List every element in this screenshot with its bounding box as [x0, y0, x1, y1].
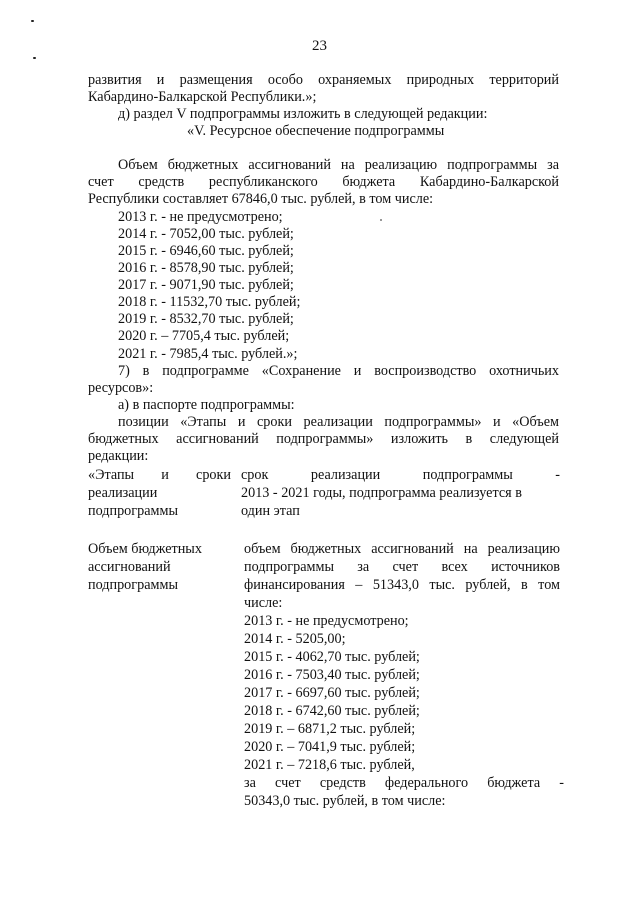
passport-year-item: 2017 г. - 6697,60 тыс. рублей; [244, 685, 420, 701]
text-line: развития и размещения особо охраняемых природных территорий [88, 72, 559, 88]
passport-year-item: 2019 г. – 6871,2 тыс. рублей; [244, 721, 416, 737]
text-line: ресурсов»: [88, 380, 154, 396]
passport-value-line: 2013 - 2021 годы, подпрограмма реализуется в [241, 485, 522, 501]
passport-label-line: ассигнований [88, 559, 171, 575]
section-title: «V. Ресурсное обеспечение подпрограммы [187, 123, 445, 139]
passport-year-item: 2018 г. - 6742,60 тыс. рублей; [244, 703, 420, 719]
passport-label-line: подпрограммы [88, 577, 178, 593]
year-item: 2014 г. - 7052,00 тыс. рублей; [118, 226, 294, 242]
passport-value-line: 50343,0 тыс. рублей, в том числе: [244, 793, 446, 809]
scan-mark [31, 20, 34, 22]
year-item: 2013 г. - не предусмотрено; [118, 209, 283, 225]
passport-value-line: объем бюджетных ассигнований на реализацию [244, 541, 560, 557]
passport-year-item: 2015 г. - 4062,70 тыс. рублей; [244, 649, 420, 665]
passport-value-line: один этап [241, 503, 300, 519]
passport-label-line: реализации [88, 485, 158, 501]
scan-mark [33, 57, 36, 59]
text-line: редакции: [88, 448, 149, 464]
passport-value-line: подпрограммы за счет всех источников [244, 559, 560, 575]
passport-value-line: за счет средств федерального бюджета - [244, 775, 564, 791]
page-number: 23 [312, 38, 327, 54]
passport-year-item: 2013 г. - не предусмотрено; [244, 613, 409, 629]
text-line: д) раздел V подпрограммы изложить в следующей редакции: [118, 106, 488, 122]
text-line: Республики составляет 67846,0 тыс. рублей, в том числе: [88, 191, 434, 207]
passport-label-line: Объем бюджетных [88, 541, 202, 557]
passport-year-item: 2021 г. – 7218,6 тыс. рублей, [244, 757, 415, 773]
text-line: а) в паспорте подпрограммы: [118, 397, 295, 413]
text-line: Кабардино-Балкарской Республики.»; [88, 89, 317, 105]
text-line: 7) в подпрограмме «Сохранение и воспроизводство охотничьих [118, 363, 559, 379]
text-line: позиции «Этапы и сроки реализации подпрограммы» и «Объем [118, 414, 559, 430]
passport-label-line: подпрограммы [88, 503, 178, 519]
passport-year-item: 2020 г. – 7041,9 тыс. рублей; [244, 739, 416, 755]
passport-year-item: 2014 г. - 5205,00; [244, 631, 346, 647]
text-line: бюджетных ассигнований подпрограммы» изложить в следующей [88, 431, 559, 447]
year-item: 2017 г. - 9071,90 тыс. рублей; [118, 277, 294, 293]
passport-value-line: числе: [244, 595, 283, 611]
year-item: 2016 г. - 8578,90 тыс. рублей; [118, 260, 294, 276]
passport-value-line: срок реализации подпрограммы - [241, 467, 560, 483]
text-line: счет средств республиканского бюджета Кабардино-Балкарской [88, 174, 559, 190]
passport-year-item: 2016 г. - 7503,40 тыс. рублей; [244, 667, 420, 683]
year-item: 2020 г. – 7705,4 тыс. рублей; [118, 328, 290, 344]
scan-speck [380, 219, 382, 221]
year-item: 2019 г. - 8532,70 тыс. рублей; [118, 311, 294, 327]
year-item: 2018 г. - 11532,70 тыс. рублей; [118, 294, 301, 310]
passport-value-line: финансирования – 51343,0 тыс. рублей, в том [244, 577, 560, 593]
year-item: 2015 г. - 6946,60 тыс. рублей; [118, 243, 294, 259]
passport-label-line: «Этапы и сроки [88, 467, 231, 483]
text-line: Объем бюджетных ассигнований на реализацию подпрограммы за [118, 157, 559, 173]
year-item: 2021 г. - 7985,4 тыс. рублей.»; [118, 346, 298, 362]
